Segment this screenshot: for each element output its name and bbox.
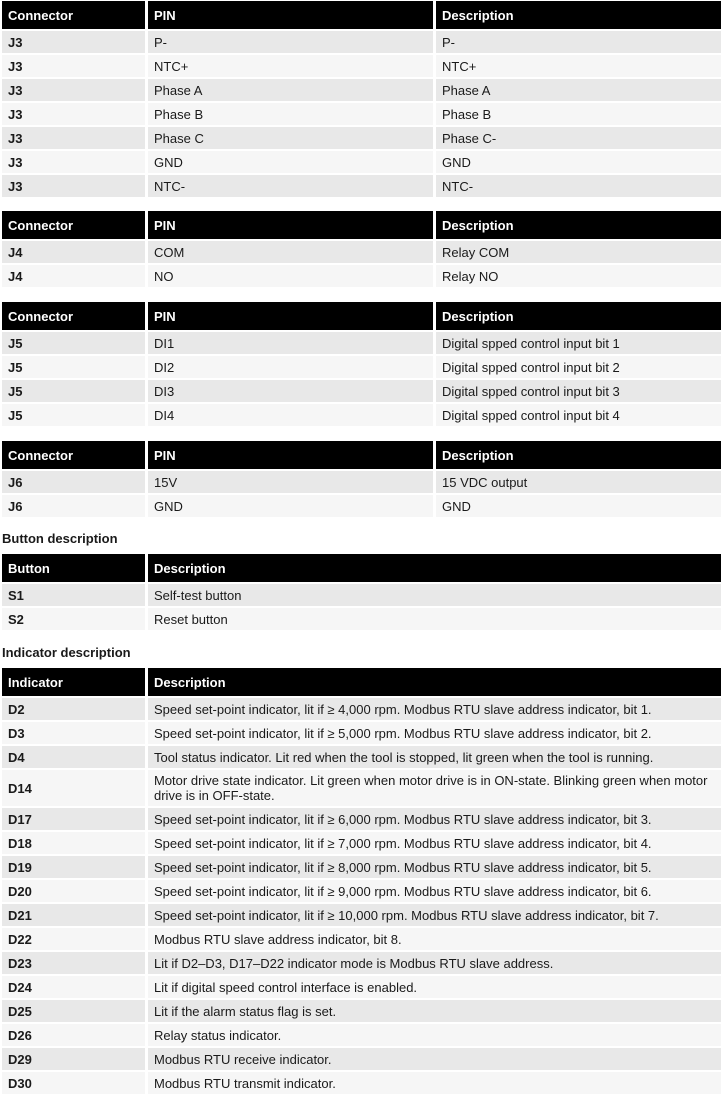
table-row: [2, 378, 721, 402]
table-row: [2, 1022, 721, 1046]
table-row: [2, 830, 721, 854]
description-cell: Speed set-point indicator, lit if ≥ 4,000 rpm. Modbus RTU slave address indicator, bit 1.: [145, 696, 721, 720]
pin-cell: NO: [145, 263, 433, 287]
table-row: [2, 239, 721, 263]
pin-cell: Phase A: [145, 77, 433, 101]
indicator-table: [2, 668, 721, 1094]
table-row: [2, 173, 721, 197]
table-row: [2, 950, 721, 974]
description-cell: Motor drive state indicator. Lit green when motor drive is in ON-state. Blinking green when motor drive is in OFF-state.: [145, 768, 721, 806]
description-cell: 15 VDC output: [433, 469, 721, 493]
table-header-row: [2, 668, 721, 696]
table-row: [2, 974, 721, 998]
connector-cell: J3: [2, 173, 145, 197]
description-cell: Speed set-point indicator, lit if ≥ 7,000 rpm. Modbus RTU slave address indicator, bit 4.: [145, 830, 721, 854]
pin-cell: Phase C: [145, 125, 433, 149]
header-description: Description: [433, 302, 721, 330]
key-cell: D23: [2, 950, 145, 974]
table-row: [2, 1070, 721, 1094]
table-row: [2, 926, 721, 950]
description-cell: Speed set-point indicator, lit if ≥ 10,000 rpm. Modbus RTU slave address indicator, bit 7.: [145, 902, 721, 926]
header-description: Description: [433, 211, 721, 239]
connector-cell: J6: [2, 469, 145, 493]
description-cell: Modbus RTU slave address indicator, bit 8.: [145, 926, 721, 950]
indicator-section-title: Indicator description: [2, 645, 131, 660]
pin-cell: P-: [145, 29, 433, 53]
connector-cell: J5: [2, 402, 145, 426]
description-cell: Reset button: [145, 606, 721, 630]
header-pin: PIN: [145, 302, 433, 330]
table-header-row: [2, 302, 721, 330]
table-row: [2, 744, 721, 768]
table-header-row: [2, 1, 721, 29]
button-table: [2, 554, 721, 630]
pin-cell: DI2: [145, 354, 433, 378]
header-key: Button: [2, 554, 145, 582]
header-description: Description: [145, 668, 721, 696]
j4-table: [2, 211, 721, 287]
header-description: Description: [433, 441, 721, 469]
pin-cell: NTC-: [145, 173, 433, 197]
header-pin: PIN: [145, 441, 433, 469]
key-cell: D19: [2, 854, 145, 878]
table-row: [2, 53, 721, 77]
key-cell: D21: [2, 902, 145, 926]
description-cell: Modbus RTU transmit indicator.: [145, 1070, 721, 1094]
pin-cell: COM: [145, 239, 433, 263]
pin-cell: 15V: [145, 469, 433, 493]
table-row: [2, 125, 721, 149]
pin-cell: Phase B: [145, 101, 433, 125]
description-cell: Relay COM: [433, 239, 721, 263]
description-cell: Lit if digital speed control interface is enabled.: [145, 974, 721, 998]
header-connector: Connector: [2, 441, 145, 469]
key-cell: D4: [2, 744, 145, 768]
key-cell: D3: [2, 720, 145, 744]
connector-cell: J4: [2, 239, 145, 263]
header-connector: Connector: [2, 1, 145, 29]
table-row: [2, 854, 721, 878]
pin-cell: DI1: [145, 330, 433, 354]
header-key: Indicator: [2, 668, 145, 696]
connector-cell: J4: [2, 263, 145, 287]
table-row: [2, 606, 721, 630]
description-cell: P-: [433, 29, 721, 53]
header-description: Description: [433, 1, 721, 29]
table-row: [2, 1046, 721, 1070]
table-row: [2, 402, 721, 426]
key-cell: D2: [2, 696, 145, 720]
table-header-row: [2, 554, 721, 582]
table-row: [2, 720, 721, 744]
j5-table: [2, 302, 721, 426]
key-cell: D20: [2, 878, 145, 902]
table-header-row: [2, 441, 721, 469]
table-row: [2, 354, 721, 378]
description-cell: Modbus RTU receive indicator.: [145, 1046, 721, 1070]
pin-cell: DI4: [145, 402, 433, 426]
table-row: [2, 998, 721, 1022]
description-cell: Self-test button: [145, 582, 721, 606]
pin-cell: NTC+: [145, 53, 433, 77]
table-row: [2, 469, 721, 493]
table-row: [2, 77, 721, 101]
key-cell: D22: [2, 926, 145, 950]
pin-cell: GND: [145, 493, 433, 517]
key-cell: S1: [2, 582, 145, 606]
header-pin: PIN: [145, 1, 433, 29]
description-cell: Phase B: [433, 101, 721, 125]
table-row: [2, 878, 721, 902]
description-cell: Digital spped control input bit 1: [433, 330, 721, 354]
key-cell: D17: [2, 806, 145, 830]
table-row: [2, 493, 721, 517]
description-cell: Speed set-point indicator, lit if ≥ 8,000 rpm. Modbus RTU slave address indicator, bit 5.: [145, 854, 721, 878]
table-row: [2, 902, 721, 926]
table-row: [2, 263, 721, 287]
connector-cell: J3: [2, 125, 145, 149]
description-cell: Phase C-: [433, 125, 721, 149]
table-row: [2, 582, 721, 606]
header-connector: Connector: [2, 211, 145, 239]
connector-cell: J3: [2, 149, 145, 173]
description-cell: NTC+: [433, 53, 721, 77]
connector-cell: J3: [2, 53, 145, 77]
description-cell: Speed set-point indicator, lit if ≥ 6,000 rpm. Modbus RTU slave address indicator, bit 3.: [145, 806, 721, 830]
description-cell: Digital spped control input bit 4: [433, 402, 721, 426]
j6-table: [2, 441, 721, 517]
table-row: [2, 696, 721, 720]
connector-cell: J6: [2, 493, 145, 517]
description-cell: GND: [433, 493, 721, 517]
header-description: Description: [145, 554, 721, 582]
description-cell: Relay status indicator.: [145, 1022, 721, 1046]
connector-cell: J3: [2, 77, 145, 101]
table-row: [2, 29, 721, 53]
table-row: [2, 101, 721, 125]
description-cell: Relay NO: [433, 263, 721, 287]
key-cell: D29: [2, 1046, 145, 1070]
description-cell: Digital spped control input bit 3: [433, 378, 721, 402]
connector-cell: J3: [2, 101, 145, 125]
table-row: [2, 330, 721, 354]
key-cell: D14: [2, 768, 145, 806]
j3-table: [2, 1, 721, 197]
connector-cell: J5: [2, 354, 145, 378]
key-cell: D26: [2, 1022, 145, 1046]
key-cell: D18: [2, 830, 145, 854]
description-cell: GND: [433, 149, 721, 173]
table-row: [2, 768, 721, 806]
header-connector: Connector: [2, 302, 145, 330]
header-pin: PIN: [145, 211, 433, 239]
connector-cell: J5: [2, 378, 145, 402]
pin-cell: DI3: [145, 378, 433, 402]
connector-cell: J3: [2, 29, 145, 53]
description-cell: Lit if the alarm status flag is set.: [145, 998, 721, 1022]
description-cell: Phase A: [433, 77, 721, 101]
key-cell: S2: [2, 606, 145, 630]
description-cell: NTC-: [433, 173, 721, 197]
description-cell: Speed set-point indicator, lit if ≥ 9,000 rpm. Modbus RTU slave address indicator, bit 6.: [145, 878, 721, 902]
description-cell: Tool status indicator. Lit red when the tool is stopped, lit green when the tool is running.: [145, 744, 721, 768]
description-cell: Lit if D2–D3, D17–D22 indicator mode is Modbus RTU slave address.: [145, 950, 721, 974]
table-row: [2, 149, 721, 173]
key-cell: D25: [2, 998, 145, 1022]
pin-cell: GND: [145, 149, 433, 173]
key-cell: D24: [2, 974, 145, 998]
button-section-title: Button description: [2, 531, 118, 546]
table-header-row: [2, 211, 721, 239]
key-cell: D30: [2, 1070, 145, 1094]
description-cell: Digital spped control input bit 2: [433, 354, 721, 378]
table-row: [2, 806, 721, 830]
description-cell: Speed set-point indicator, lit if ≥ 5,000 rpm. Modbus RTU slave address indicator, bit 2.: [145, 720, 721, 744]
connector-cell: J5: [2, 330, 145, 354]
